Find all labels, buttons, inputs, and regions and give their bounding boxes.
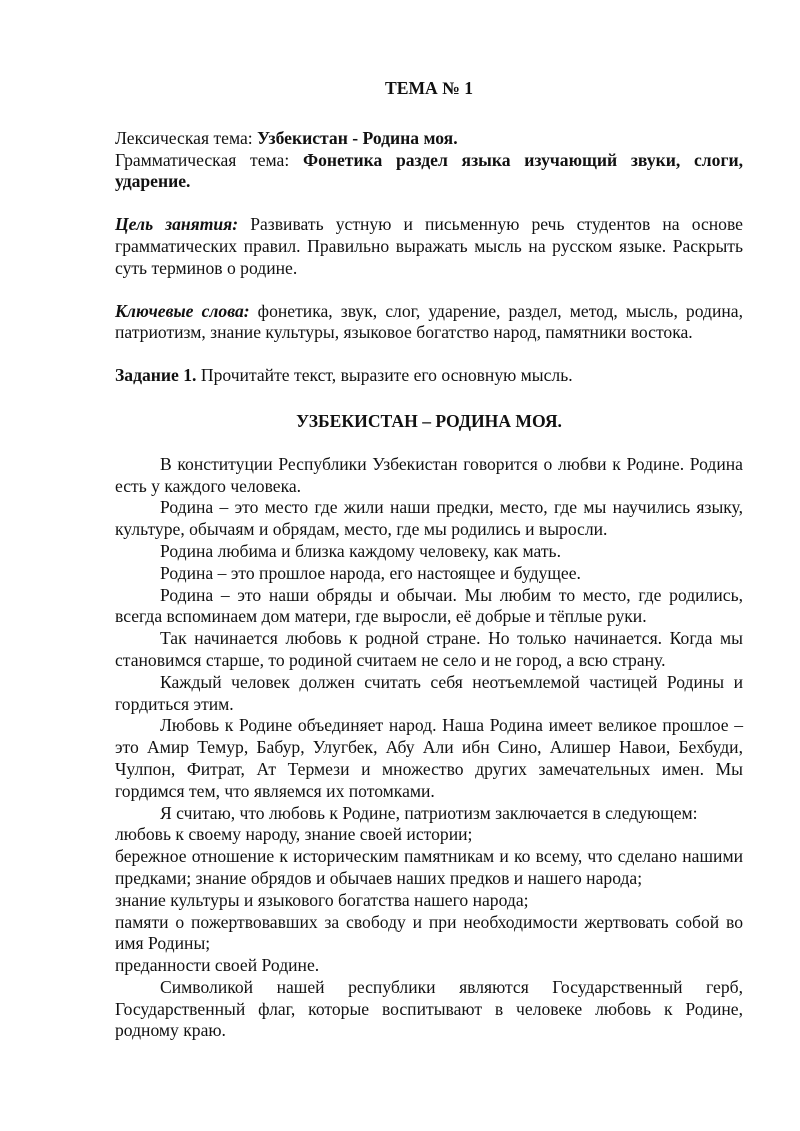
- lexical-topic-value: Узбекистан - Родина моя.: [257, 127, 458, 148]
- keywords-text: фонетика, звук, слог, ударение, раздел, метод, мысль, родина, патриотизм, знание культуры, языковое богатство народ, памятники востока.: [115, 300, 743, 343]
- list-item: любовь к своему народу, знание своей истории;: [115, 824, 473, 845]
- text-paragraph: Родина любима и близка каждому человеку, как мать.: [160, 540, 561, 561]
- topic-title: ТЕМА № 1: [384, 78, 474, 98]
- lexical-topic-label: Лексическая тема:: [115, 127, 258, 148]
- text-paragraph: Родина – это место где жили наши предки, место, где мы научились языку, культуре, обычаям и обрядам, место, где мы родились и выросли.: [115, 497, 743, 540]
- grammar-topic: [115, 150, 743, 194]
- task-1: [115, 365, 743, 387]
- lesson-goal-text: Развивать устную и письменную речь студентов на основе грамматических правил. Правильно выражать мысль на русском языке. Раскрыть суть терминов о родине.: [115, 214, 743, 278]
- text-paragraph: Каждый человек должен считать себя неотъемлемой частицей Родины и гордиться этим.: [115, 671, 743, 714]
- text-paragraph: Родина – это наши обряды и обычаи. Мы любим то место, где родились, всегда вспоминаем дом матери, где выросли, её добрые и тёплые руки.: [115, 584, 743, 627]
- lesson-goal-label: Цель занятия:: [115, 214, 239, 235]
- closing-paragraph: Символикой нашей республики являются Государственный герб, Государственный флаг, которые воспитывают в человеке любовь к Родине, родному краю.: [115, 976, 743, 1041]
- keywords-label: Ключевые слова:: [115, 300, 250, 321]
- text-paragraph: Родина – это прошлое народа, его настоящее и будущее.: [160, 562, 581, 583]
- keywords: [115, 301, 743, 345]
- task-1-text: Прочитайте текст, выразите его основную мысль.: [196, 365, 573, 386]
- text-paragraph: Я считаю, что любовь к Родине, патриотизм заключается в следующем:: [160, 802, 698, 823]
- lesson-goal: [115, 214, 743, 279]
- list-item: знание культуры и языкового богатства нашего народа;: [115, 889, 529, 910]
- text-title: УЗБЕКИСТАН – РОДИНА МОЯ.: [296, 410, 562, 431]
- list-item: бережное отношение к историческим памятникам и ко всему, что сделано нашими предками; знание обрядов и обычаев наших предков и нашего народа;: [115, 846, 743, 888]
- text-paragraph: Так начинается любовь к родной стране. Но только начинается. Когда мы становимся старше, то родиной считаем не село и не город, а всю страну.: [115, 628, 743, 670]
- grammar-topic-value: Фонетика раздел языка изучающий звуки, слоги, ударение.: [115, 149, 743, 192]
- text-paragraph: Любовь к Родине объединяет народ. Наша Родина имеет великое прошлое – это Амир Темур, Бабур, Улугбек, Абу Али ибн Сино, Алишер Навои, Бехбуди, Чулпон, Фитрат, Ат Термези и множество других замечательных имен. Мы гордимся тем, что являемся их потомками.: [115, 715, 743, 801]
- grammar-topic-label: Грамматическая тема:: [115, 149, 303, 170]
- text-paragraph: В конституции Республики Узбекистан говорится о любви к Родине. Родина есть у каждого человека.: [115, 453, 743, 496]
- list-item: памяти о пожертвовавших за свободу и при необходимости жертвовать собой во имя Родины;: [115, 911, 743, 954]
- list-item: преданности своей Родине.: [115, 955, 320, 976]
- lexical-topic: [115, 128, 743, 150]
- task-1-label: Задание 1.: [115, 365, 197, 386]
